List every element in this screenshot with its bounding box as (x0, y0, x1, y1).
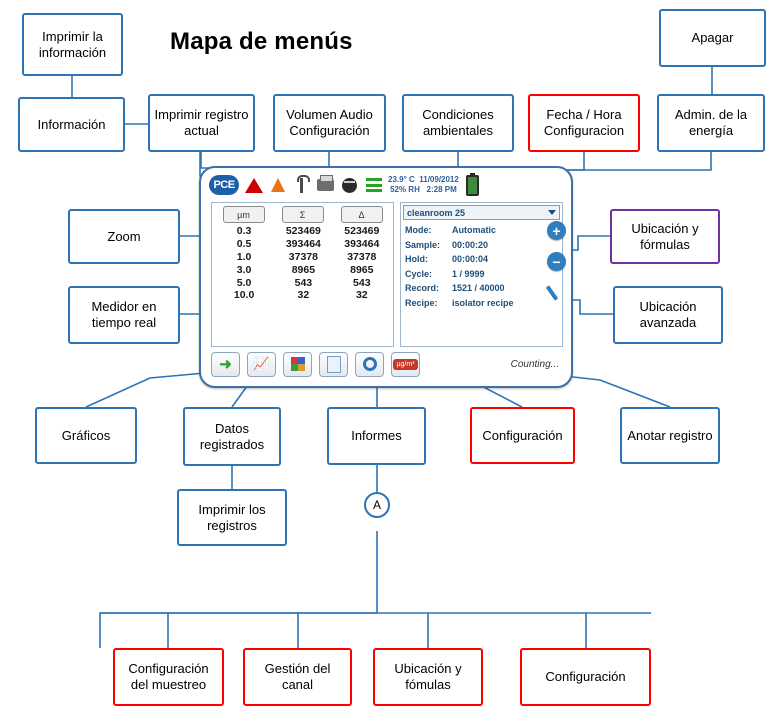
cell-size: 0.5 (236, 238, 252, 251)
diagram-box[interactable] (183, 407, 281, 466)
info-row (405, 223, 560, 238)
header-differential[interactable]: Δ (341, 206, 383, 223)
diagram-box[interactable] (402, 94, 514, 152)
device-screen (211, 202, 563, 347)
location-value: cleanroom 25 (407, 207, 466, 218)
chevron-down-icon (548, 210, 556, 215)
info-row (405, 296, 560, 311)
diagram-box[interactable] (243, 648, 352, 706)
diagram-box-label: Fecha / Hora Configuracion (543, 107, 625, 138)
diagram-box[interactable] (373, 648, 483, 706)
info-label: Record: (405, 283, 440, 293)
connector-a: A (364, 492, 390, 518)
table-row (214, 238, 391, 251)
info-label: Sample: (405, 239, 441, 250)
globe-icon[interactable] (340, 175, 359, 195)
cell-differential: 543 (353, 276, 371, 289)
header-cumulative[interactable]: Σ (282, 206, 324, 223)
info-value: 00:00:04 (452, 254, 489, 264)
cell-cumulative: 543 (294, 276, 313, 289)
plus-button[interactable]: + (547, 221, 566, 240)
info-label: Mode: (405, 225, 432, 235)
diagram-box-label: Gráficos (61, 427, 111, 443)
diagram-box[interactable] (35, 407, 137, 464)
diagram-box-label: Ubicación y fórmulas (631, 220, 699, 252)
diagram-box[interactable] (148, 94, 255, 152)
table-row (214, 276, 391, 289)
diagram-box[interactable] (113, 648, 224, 706)
device-toolbar (211, 348, 563, 380)
warning-triangle-icon[interactable] (244, 175, 263, 195)
diagram-box-label: Anotar registro (627, 427, 713, 443)
pce-logo: PCE (209, 175, 239, 195)
table-row (214, 251, 391, 264)
diagram-box[interactable] (657, 94, 765, 152)
diagram-box-label: Configuración (482, 427, 563, 443)
probe-icon[interactable] (292, 175, 311, 195)
battery-icon (466, 175, 479, 196)
diagram-box-label: Apagar (691, 30, 734, 46)
header-um[interactable]: µm (223, 206, 265, 223)
date-value: 11/09/2012 (419, 175, 459, 184)
table-row (214, 225, 391, 238)
temperature-value: 23.9° C (388, 175, 415, 184)
cell-differential: 32 (355, 289, 368, 302)
cell-cumulative: 8965 (291, 263, 316, 276)
info-value: isolator recipe (452, 297, 514, 308)
diagram-box-label: Condiciones ambientales (422, 107, 494, 138)
diagram-box[interactable] (528, 94, 640, 152)
diagram-box-label: Imprimir registro actual (154, 107, 249, 138)
table-row (214, 289, 391, 302)
cell-cumulative: 32 (297, 289, 310, 302)
printer-icon[interactable] (316, 175, 335, 195)
info-row (405, 238, 560, 253)
diagram-box[interactable] (327, 407, 426, 465)
cell-size: 5.0 (236, 276, 252, 289)
diagram-box[interactable] (620, 407, 720, 464)
diagram-box[interactable] (68, 209, 180, 264)
diagram-box-label: Configuración del muestreo (128, 661, 209, 692)
diagram-box-label: Admin. de la energía (674, 107, 748, 138)
particle-counter-device (199, 166, 573, 388)
cell-size: 3.0 (236, 263, 252, 276)
location-dropdown[interactable] (403, 205, 560, 220)
env-readout (388, 175, 459, 195)
sample-info-list (403, 223, 560, 310)
side-buttons (547, 221, 569, 303)
counts-table (214, 225, 391, 302)
cell-differential: 393464 (344, 238, 380, 251)
time-value: 2:28 PM (426, 185, 457, 194)
humidity-value: 52% RH (390, 185, 420, 194)
cell-cumulative: 393464 (285, 238, 321, 251)
info-row (405, 252, 560, 267)
report-button[interactable] (319, 352, 348, 377)
diagram-box[interactable] (22, 13, 123, 76)
device-statusbar (205, 171, 569, 199)
diagram-box-label: Gestión del canal (264, 661, 331, 692)
cell-cumulative: 523469 (285, 225, 321, 238)
diagram-box[interactable] (18, 97, 125, 152)
info-row (405, 267, 560, 282)
cell-cumulative: 37378 (288, 250, 318, 263)
diagram-box[interactable] (659, 9, 766, 67)
cone-icon[interactable] (268, 175, 287, 195)
grid-button[interactable] (283, 352, 312, 377)
info-label: Recipe: (405, 297, 438, 308)
info-label: Hold: (405, 254, 428, 264)
status-text: Counting... (510, 358, 559, 370)
minus-button[interactable]: − (547, 252, 566, 271)
info-value: 1521 / 40000 (452, 283, 505, 293)
diagram-box[interactable] (273, 94, 386, 152)
diagram-box[interactable] (177, 489, 287, 546)
info-row (405, 281, 560, 296)
diagram-box[interactable] (610, 209, 720, 264)
diagram-box-label: Informes (351, 428, 402, 444)
edit-pencil-button[interactable] (547, 283, 567, 303)
chart-button[interactable]: 📈 (247, 352, 276, 377)
cell-differential: 523469 (344, 225, 380, 238)
green-bars-icon[interactable] (364, 175, 383, 195)
cell-size: 1.0 (236, 250, 252, 263)
info-value: 00:00:20 (452, 239, 489, 250)
diagram-box-label: Imprimir la información (38, 28, 107, 60)
diagram-box-label: Datos registrados (199, 420, 265, 452)
units-ug-button[interactable]: µg/m³ (391, 352, 420, 377)
diagram-box[interactable] (68, 286, 180, 344)
counts-panel (211, 202, 394, 347)
diagram-box-label: Ubicación y fómulas (394, 661, 462, 692)
diagram-box-label: Volumen Audio Configuración (286, 107, 373, 138)
counts-header (214, 206, 391, 223)
diagram-box-label: Información (37, 116, 106, 132)
diagram-box-label: Medidor en tiempo real (91, 299, 157, 330)
info-label: Cycle: (405, 268, 433, 279)
diagram-box-label: Ubicación avanzada (639, 299, 697, 330)
cell-differential: 37378 (347, 250, 377, 263)
diagram-box-label: Imprimir los registros (198, 501, 266, 533)
info-value: Automatic (452, 225, 497, 235)
info-panel (400, 202, 563, 347)
diagram-box-label: Zoom (107, 228, 141, 244)
run-button[interactable]: ➜ (211, 352, 240, 377)
diagram-box[interactable] (613, 286, 723, 344)
page-title: Mapa de menús (170, 28, 353, 55)
cell-differential: 8965 (350, 263, 374, 276)
diagram-box-label: Configuración (545, 669, 626, 685)
table-row (214, 263, 391, 276)
diagram-box[interactable] (470, 407, 575, 464)
info-value: 1 / 9999 (452, 268, 485, 279)
cell-size: 10.0 (233, 289, 255, 302)
settings-gear-button[interactable] (355, 352, 384, 377)
diagram-box[interactable] (520, 648, 651, 706)
cell-size: 0.3 (236, 225, 252, 238)
